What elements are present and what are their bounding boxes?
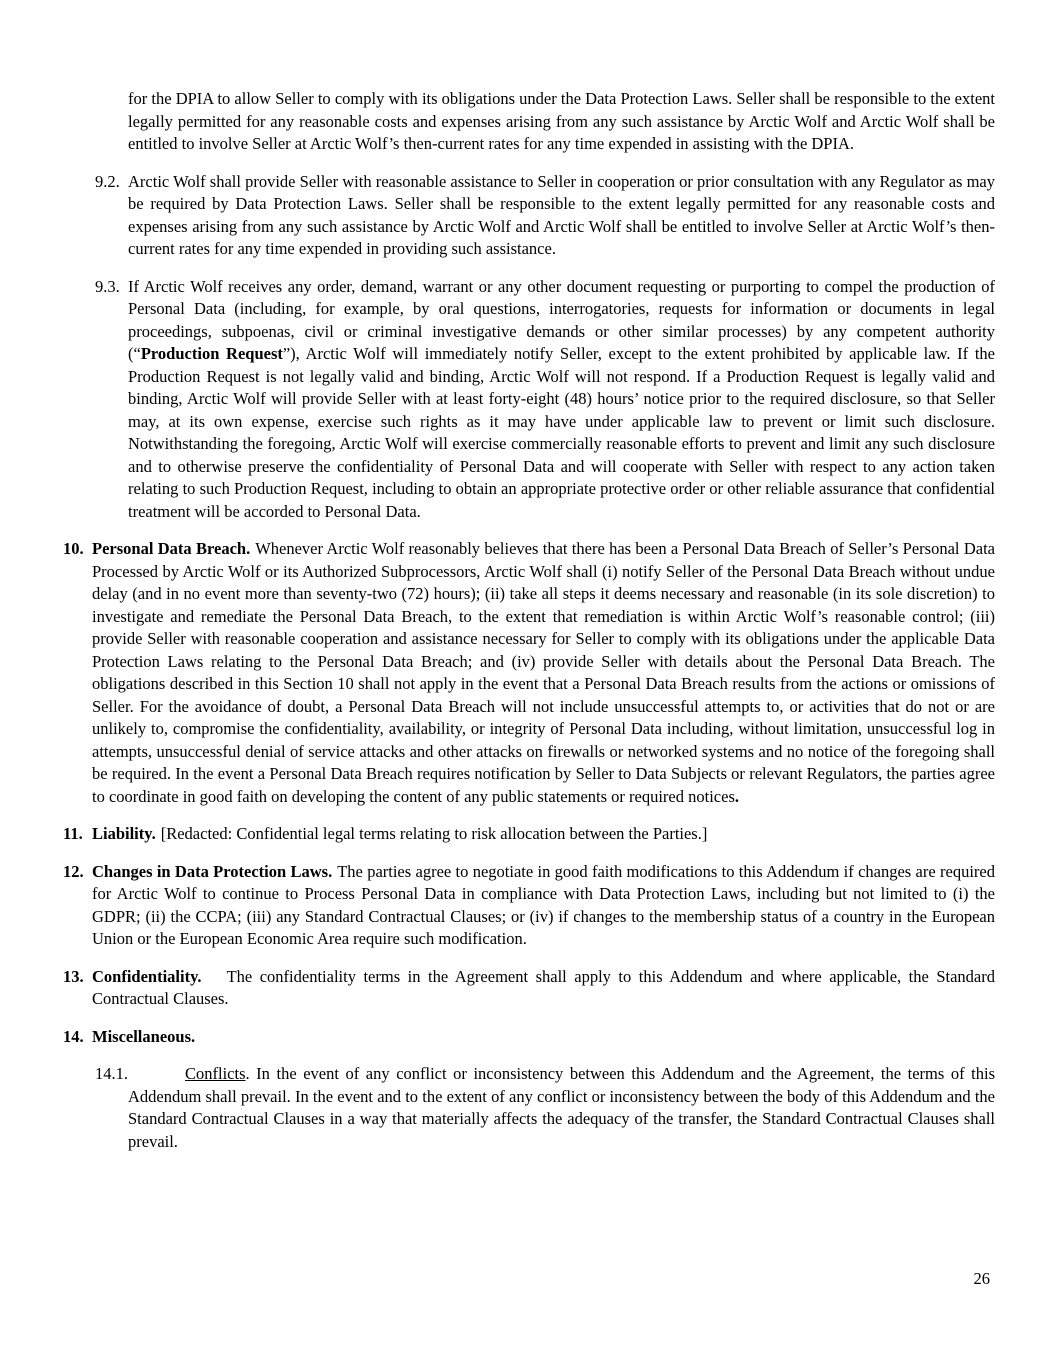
- section-body-text: If Arctic Wolf receives any order, demand, warrant or any other document requesting or purporting to compel the production of Personal Data (including, for example, by oral questions, interrogatories, requests for information or documents in legal proceedings, subpoenas, civil or criminal investigative demands or other similar processes) by any competent authority (“: [128, 276, 995, 363]
- section-body-text: The parties agree to negotiate in good faith modifications to this Addendum if changes are required for Arctic Wolf to continue to Process Personal Data in compliance with Data Protection Laws, including but not limited to (i) the GDPR; (ii) the CCPA; (iii) any Standard Contractual Clauses; or (iv) if changes to the membership status of a country in the European Union or the European Economic Area require such modification.: [92, 861, 995, 948]
- section-body-text: Whenever Arctic Wolf reasonably believes that there has been a Personal Data Breach of Seller’s Personal Data Processed by Arctic Wolf or its Authorized Subprocessors, Arctic Wolf shall (i) notify Seller of the Personal Data Breach without undue delay (and in no event more than seventy-two (72) hours); (ii) take all steps it deems necessary and reasonable (in its sole discretion) to investigate and remediate the Personal Data Breach, to the extent that remediation is within Arctic Wolf’s reasonable control; (iii) provide Seller with reasonable cooperation and assistance necessary for Seller to comply with its obligations under the applicable Data Protection Laws relating to the Personal Data Breach; and (iv) provide Seller with details about the Personal Data Breach. The obligations described in this Section 10 shall not apply in the event that a Personal Data Breach results from the actions or omissions of Seller. For the avoidance of doubt, a Personal Data Breach will not include unsuccessful attempts to, or activities that do not or are unlikely to, compromise the confidentiality, availability, or integrity of Personal Data including, without limitation, unsuccessful log in attempts, unsuccessful denial of service attacks and other attacks on firewalls or networked systems and no notice of the foregoing shall be required. In the event a Personal Data Breach requires notification by Seller to Data Subjects or relevant Regulators, the parties agree to coordinate in good faith on developing the content of any public statements or required notices: [92, 539, 995, 806]
- section-number: 13.: [63, 966, 84, 986]
- underlined-term-conflicts: Conflicts: [185, 1064, 246, 1083]
- section-number: 14.: [63, 1026, 84, 1046]
- section-heading: Liability.: [92, 824, 156, 843]
- section-10-personal-data-breach: [63, 538, 995, 808]
- section-number: 10.: [63, 539, 84, 558]
- page-number: 26: [973, 1269, 990, 1288]
- section-heading: Confidentiality.: [92, 966, 202, 986]
- paragraph-text: for the DPIA to allow Seller to comply with its obligations under the Data Protection Laws. Seller shall be responsible to the extent legally permitted for any reasonable costs and expenses arising from any such assistance by Arctic Wolf and Arctic Wolf shall be entitled to involve Seller at Arctic Wolf’s then-current rates for any time expended in assisting with the DPIA.: [128, 89, 995, 153]
- section-body-text: ”), Arctic Wolf will immediately notify Seller, except to the extent prohibited by applicable law. If the Production Request is not legally valid and binding, Arctic Wolf will not respond. If a Production Request is legally valid and binding, Arctic Wolf will provide Seller with at least forty-eight (48) hours’ notice prior to the required disclosure, so that Seller may, at its own expense, exercise such rights as it may have under applicable law to prevent or limit such disclosure. Notwithstanding the foregoing, Arctic Wolf will exercise commercially reasonable efforts to prevent and limit any such disclosure and to otherwise preserve the confidentiality of Personal Data and will cooperate with Seller with respect to any action taken relating to such Production Request, including to obtain an appropriate protective order or other reliable assurance that confidential treatment will be accorded to Personal Data.: [128, 344, 995, 521]
- section-number: 12.: [63, 861, 84, 881]
- bold-period: .: [734, 786, 739, 806]
- section-number: 9.2.: [95, 171, 120, 191]
- section-body-text: . In the event of any conflict or inconsistency between this Addendum and the Agreement, the terms of this Addendum shall prevail. In the event and to the extent of any conflict or inconsistency between the body of this Addendum and the Standard Contractual Clauses in a way that materially affects the adequacy of the transfer, the Standard Contractual Clauses shall prevail.: [128, 1064, 995, 1151]
- section-9-3-production-request: [95, 276, 995, 524]
- section-heading: Miscellaneous.: [92, 1026, 196, 1046]
- section-heading: Changes in Data Protection Laws.: [92, 861, 333, 881]
- document-body: [63, 88, 995, 1168]
- section-number: 14.1.: [95, 1064, 128, 1083]
- defined-term-production-request: Production Request: [140, 344, 283, 363]
- section-14-miscellaneous: [63, 1026, 995, 1049]
- section-body-text: [Redacted: Confidential legal terms relating to risk allocation between the Parties.]: [160, 824, 708, 843]
- section-11-liability: [63, 823, 995, 846]
- paragraph-dpia-continuation: [128, 88, 995, 156]
- section-14-1-conflicts: [95, 1063, 995, 1153]
- section-12-changes-in-data-protection-laws: [63, 861, 995, 951]
- section-body-text: The confidentiality terms in the Agreement shall apply to this Addendum and where applicable, the Standard Contractual Clauses.: [92, 966, 995, 1008]
- section-body-text: Arctic Wolf shall provide Seller with reasonable assistance to Seller in cooperation or prior consultation with any Regulator as may be required by Data Protection Laws. Seller shall be responsible to the extent legally permitted for any reasonable costs and expenses arising from any such assistance by Arctic Wolf and Arctic Wolf shall be entitled to involve Seller at Arctic Wolf’s then-current rates for any time expended in providing such assistance.: [128, 171, 995, 258]
- section-number: 9.3.: [95, 276, 120, 296]
- section-13-confidentiality: [63, 966, 995, 1011]
- section-heading: Personal Data Breach.: [92, 539, 251, 558]
- section-number: 11.: [63, 824, 83, 843]
- section-9-2-regulator-assistance: [95, 171, 995, 261]
